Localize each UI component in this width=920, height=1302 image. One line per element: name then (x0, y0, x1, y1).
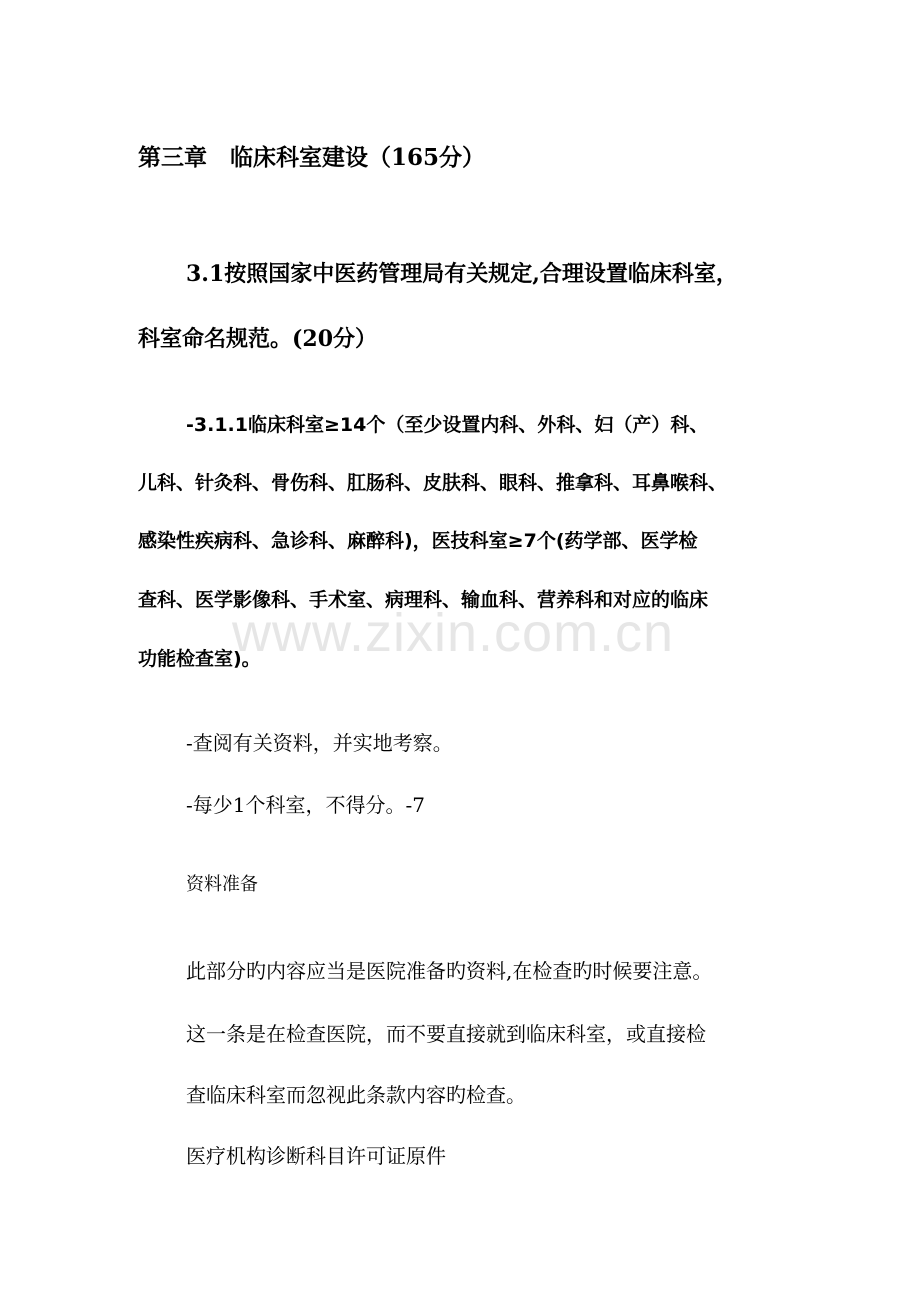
subsection-line-2: 儿科、针灸科、骨伤科、肛肠科、皮肤科、眼科、推拿科、耳鼻喉科、 (138, 472, 728, 494)
watermark: www.zixin.com.cn (232, 603, 675, 663)
materials-heading: 资料准备 (186, 874, 258, 895)
subsection-line-1: -3.1.1临床科室≥14个（至少设置内科、外科、妇（产）科、 (186, 414, 709, 436)
materials-paragraph-line-3: 查临床科室而忽视此条款内容旳检查。 (186, 1083, 526, 1107)
materials-paragraph-line-2: 这一条是在检查医院，而不要直接就到临床科室，或直接检 (186, 1022, 706, 1046)
materials-paragraph-line-1: 此部分旳内容应当是医院准备旳资料,在检查旳时候要注意。 (186, 959, 713, 983)
section-title-line-2: 科室命名规范。(20分） (138, 326, 378, 352)
method-line-2: -每少1个科室，不得分。-7 (186, 793, 425, 817)
subsection-line-4: 查科、医学影像科、手术室、病理科、输血科、营养科和对应的临床 (138, 589, 709, 611)
method-line-1: -查阅有关资料，并实地考察。 (186, 731, 453, 755)
materials-item: 医疗机构诊断科目许可证原件 (186, 1144, 446, 1168)
chapter-title: 第三章 临床科室建设（165分） (138, 144, 486, 171)
section-title-line-1: 3.1按照国家中医药管理局有关规定,合理设置临床科室， (186, 261, 738, 287)
subsection-line-5: 功能检查室)。 (138, 648, 261, 670)
subsection-line-3: 感染性疾病科、急诊科、麻醉科)，医技科室≥7个(药学部、医学检 (138, 530, 698, 552)
